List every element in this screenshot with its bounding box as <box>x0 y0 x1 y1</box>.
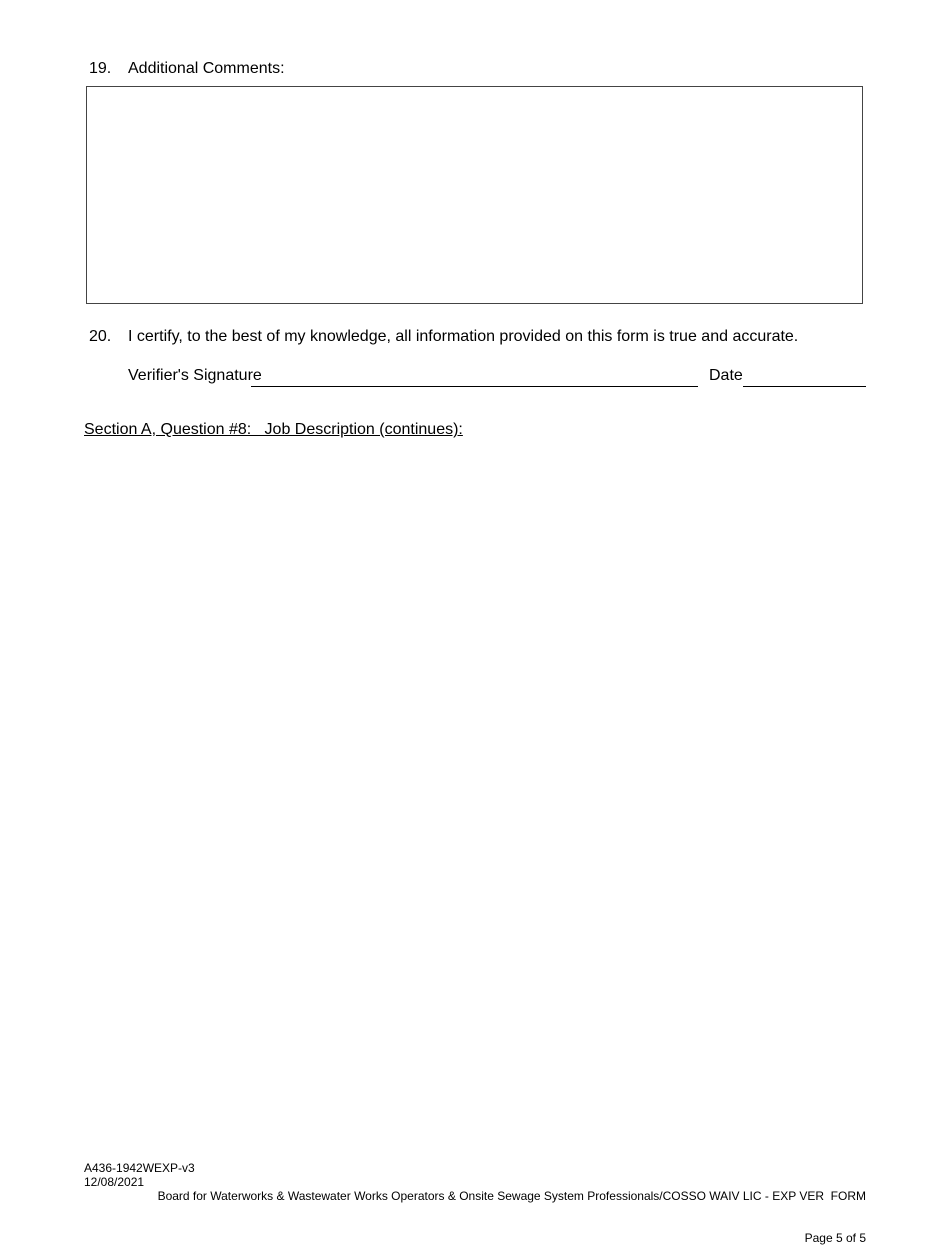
additional-comments-label: Additional Comments: <box>128 60 285 77</box>
additional-comments-input[interactable] <box>87 87 862 303</box>
form-date: 12/08/2021 <box>84 1175 145 1189</box>
page-number: Page 5 of 5 <box>804 1231 866 1245</box>
footer-right <box>158 1161 866 1259</box>
verifier-signature-line <box>251 368 698 387</box>
date-line <box>743 368 866 387</box>
additional-comments-box <box>86 86 863 304</box>
certification-statement: I certify, to the best of my knowledge, all information provided on this form is true and accurate. <box>128 328 799 345</box>
question-19-number: 19. <box>89 60 112 77</box>
job-description-continuation-title: Section A, Question #8: Job Description (continues): <box>84 421 463 438</box>
form-id: A436-1942WEXP-v3 <box>84 1161 195 1175</box>
date-input[interactable] <box>743 368 870 386</box>
date-label: Date <box>709 367 743 384</box>
verifier-signature-input[interactable] <box>251 368 702 386</box>
board-title: Board for Waterworks & Wastewater Works Operators & Onsite Sewage System Professionals/COSSO WAIV LIC - EXP VER FORM <box>157 1189 866 1203</box>
verifier-signature-label: Verifier's Signature <box>128 367 262 384</box>
question-20-number: 20. <box>89 328 112 345</box>
